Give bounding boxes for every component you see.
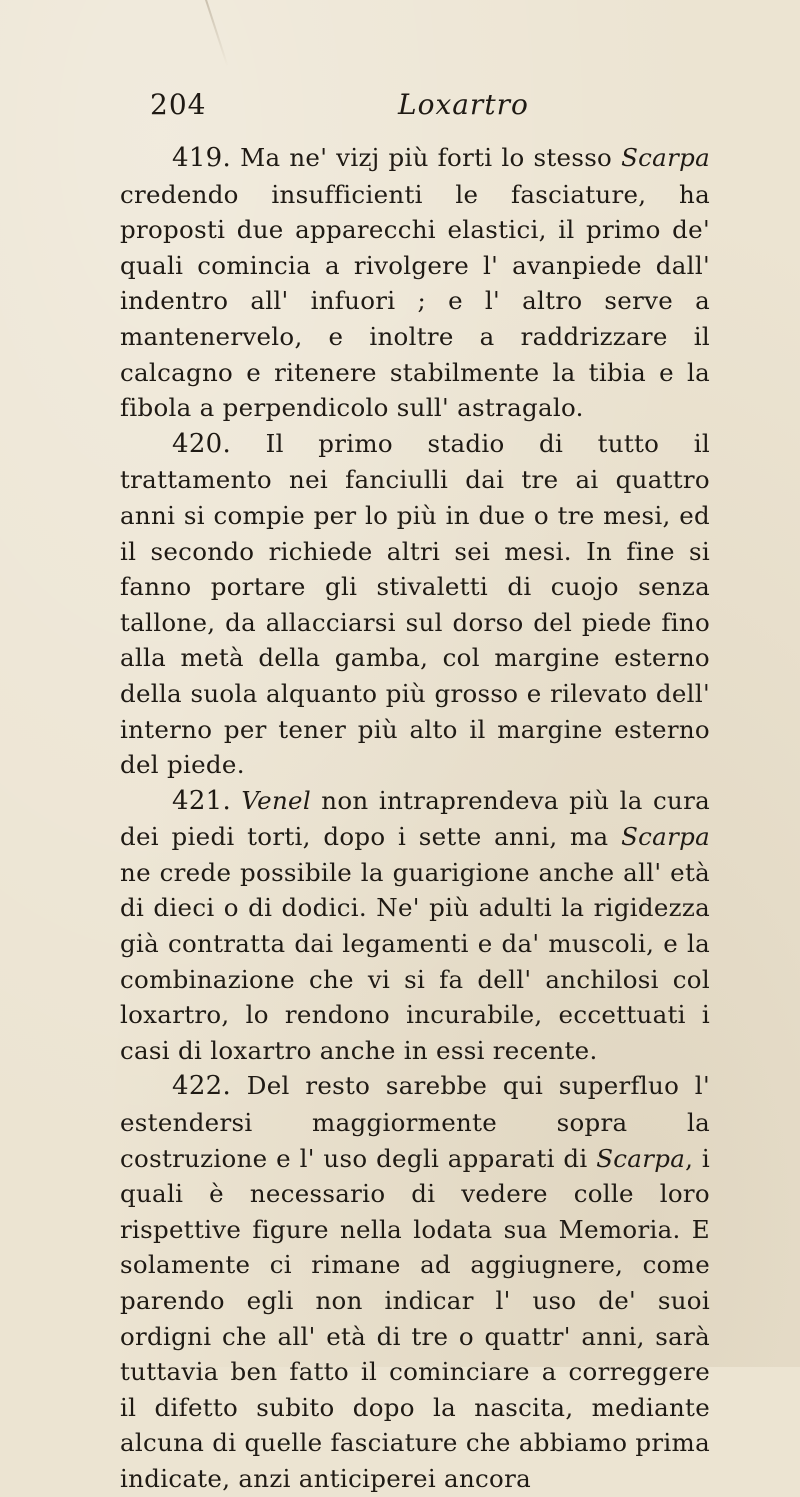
paragraph-number: 420. <box>172 428 232 459</box>
paper-crease <box>205 0 229 67</box>
paragraph-number: 421. <box>172 785 232 816</box>
page-number: 204 <box>150 88 207 121</box>
page-header <box>150 88 630 128</box>
running-title: Loxartro <box>398 88 529 121</box>
paragraph-number: 422. <box>172 1071 232 1102</box>
paragraph-422 <box>120 1068 710 1496</box>
paragraph-text: Il primo stadio di tutto il trattamento nei fanciulli dai tre ai quattro anni si compie per lo più in due o tre mesi, ed il secondo richiede altri sei mesi. In fine si fanno portare gli stivaletti di cuojo senza tallone, da allacciarsi sul dorso del piede fino alla metà della gamba, col margine esterno della suola alquanto più grosso e rilevato dell' interno per tener più alto il margine esterno del piede. <box>120 428 710 780</box>
paragraph-text: Ma ne' vizj più forti lo stesso Scarpa credendo insufficienti le fasciature, ha proposti due apparecchi elastici, il primo de' quali comincia a rivolgere l' avanpiede dall' indentro all' infuori ; e l' altro serve a mantenervelo, e inoltre a raddrizzare il calcagno e ritenere stabilmente la tibia e la fibola a perpendicolo sull' astragalo. <box>120 143 710 423</box>
paragraph-419 <box>120 140 710 426</box>
paragraph-text: Venel non intraprendeva più la cura dei piedi torti, dopo i sette anni, ma Scarpa ne crede possibile la guarigione anche all' età di dieci o di dodici. Ne' più adulti la rigidezza già contratta dai legamenti e da' muscoli, e la combinazione che vi si fa dell' anchilosi col loxartro, lo rendono incurabile, eccettuati i casi di loxartro anche in essi recente. <box>120 785 711 1065</box>
paragraph-text: Del resto sarebbe qui superfluo l' estendersi maggiormente sopra la costruzione e l' uso degli apparati di Scarpa, i quali è necessario di vedere colle loro rispettive figure nella lodata sua Memoria. E solamente ci rimane ad aggiugnere, come parendo egli non indicar l' uso de' suoi ordigni che all' età di tre o quattr' anni, sarà tuttavia ben fatto il cominciare a correggere il difetto subito dopo la nascita, mediante alcuna di quelle fasciature che abbiamo prima indicate, anzi anticiperei ancora <box>120 1071 710 1493</box>
paragraph-number: 419. <box>172 143 232 173</box>
paragraph-421 <box>120 783 710 1069</box>
body-text <box>120 140 710 1497</box>
paragraph-420 <box>120 426 710 783</box>
